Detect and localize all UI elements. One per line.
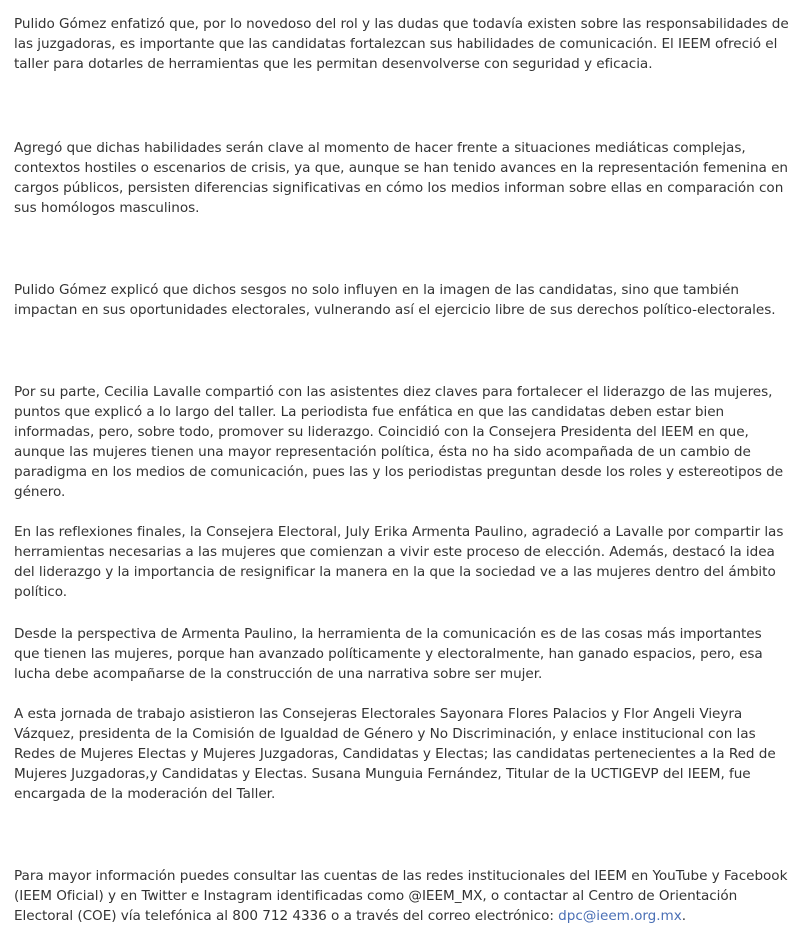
- paragraph-armenta-perspectiva: Desde la perspectiva de Armenta Paulino, la herramienta de la comunicación es de las cosas más importantes que tienen las mujeres, porque han avanzado políticamente y electoralmente, han ganado espacios, pero, esa lucha debe acompañarse de la construcción de una narrativa sobre ser mujer.: [14, 626, 763, 682]
- paragraph-pulido-enfatizo: Pulido Gómez enfatizó que, por lo novedoso del rol y las dudas que todavía existen sobre las responsabilidades de las juzgadoras, es importante que las candidatas fortalezcan sus habilidades de comunicación. El IEEM ofreció el taller para dotarles de herramientas que les permitan desenvolverse con seguridad y eficacia.: [14, 16, 789, 72]
- contact-period: .: [681, 908, 686, 924]
- paragraph-reflexiones-finales: En las reflexiones finales, la Consejera Electoral, July Erika Armenta Paulino, agradeció a Lavalle por compartir las herramientas necesarias a las mujeres que comienzan a vivir este proceso de elección. Además, destacó la idea del liderazgo y la importancia de resignificar la manera en la que la sociedad ve a las mujeres dentro del ámbito político.: [14, 524, 784, 600]
- paragraph-contact-info: [14, 866, 789, 926]
- email-link[interactable]: dpc@ieem.org.mx: [558, 908, 682, 924]
- contact-text: Para mayor información puedes consultar las cuentas de las redes institucionales del IEEM en YouTube y Facebook (IEEM Oficial) y en Twitter e Instagram identificadas como @IEEM_MX, o contactar al Centro de Orientación Electoral (COE) vía telefónica al 800 712 4336 o a través del correo electrónico:: [14, 868, 788, 924]
- paragraph-jornada-asistentes: A esta jornada de trabajo asistieron las Consejeras Electorales Sayonara Flores Palacios y Flor Angeli Vieyra Vázquez, presidenta de la Comisión de Igualdad de Género y No Discriminación, y enlace institucional con las Redes de Mujeres Electas y Mujeres Juzgadoras, Candidatas y Electas; las candidatas pertenecientes a la Red de Mujeres Juzgadoras,y Candidatas y Electas. Susana Munguia Fernández, Titular de la UCTIGEVP del IEEM, fue encargada de la moderación del Taller.: [14, 706, 776, 802]
- paragraph-pulido-sesgos: Pulido Gómez explicó que dichos sesgos no solo influyen en la imagen de las candidatas, sino que también impactan en sus oportunidades electorales, vulnerando así el ejercicio libre de sus derechos político-electorales.: [14, 282, 776, 318]
- paragraph-cecilia-lavalle: Por su parte, Cecilia Lavalle compartió con las asistentes diez claves para fortalecer el liderazgo de las mujeres, puntos que explicó a lo largo del taller. La periodista fue enfática en que las candidatas deben estar bien informadas, pero, sobre todo, promover su liderazgo. Coincidió con la Consejera Presidenta del IEEM en que, aunque las mujeres tienen una mayor representación política, ésta no ha sido acompañada de un cambio de paradigma en los medios de comunicación, pues las y los periodistas preguntan desde los roles y estereotipos de género.: [14, 384, 784, 500]
- paragraph-agrego-habilidades: Agregó que dichas habilidades serán clave al momento de hacer frente a situaciones mediáticas complejas, contextos hostiles o escenarios de crisis, ya que, aunque se han tenido avances en la representación femenina en cargos públicos, persisten diferencias significativas en cómo los medios informan sobre ellas en comparación con sus homólogos masculinos.: [14, 140, 788, 216]
